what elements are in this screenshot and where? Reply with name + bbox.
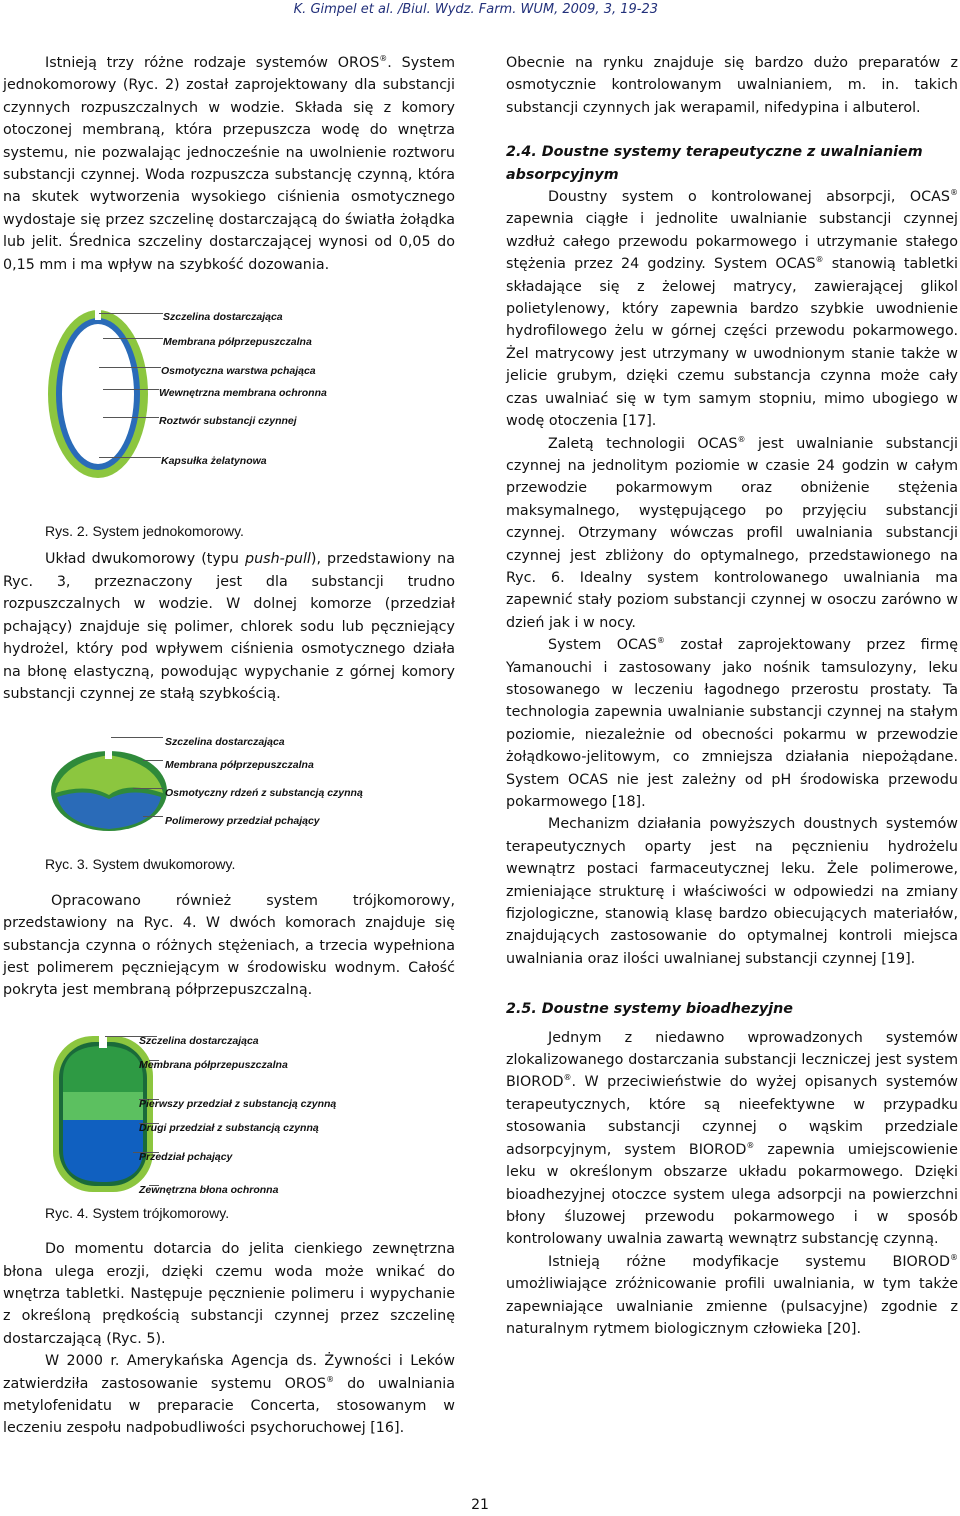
figure-3-caption: Ryc. 3. System dwukomorowy. bbox=[45, 856, 236, 873]
paragraph: System OCAS® został zaprojektowany przez firmę Yamanouchi i zastosowany jako nośnik tamsulozyny, leku stosowanego w leczeniu łagodnego przerostu prostaty. Ta technologia zapewnia uwalnianie substancji czynnej na stałym poziomie, niezależnie od obecności pokarmu w przewodzie żołądkowo-jelitowym, co zmniejsza działania niepożądane. System OCAS nie jest zależny od pH środowiska przewodu pokarmowego [18]. bbox=[506, 636, 958, 810]
two-chamber-diagram bbox=[47, 741, 177, 841]
fig3-label: Szczelina dostarczająca bbox=[165, 736, 285, 749]
paragraph: Istnieją różne modyfikacje systemu BIOROD® umożliwiające zróżnicowanie profili uwalniania, w tym także zapewniające uwalnianie zmienne (pulsacyjne) zgodnie z naturalnym rytmem biologicznym człowieka [20]. bbox=[506, 1252, 958, 1337]
single-chamber-diagram bbox=[43, 302, 173, 492]
fig2-label: Membrana półprzepuszczalna bbox=[163, 336, 312, 349]
fig2-label: Wewnętrzna membrana ochronna bbox=[159, 387, 327, 400]
fig4-label: Zewnętrzna błona ochronna bbox=[139, 1183, 279, 1196]
paragraph: Opracowano również system trójkomorowy, przedstawiony na Ryc. 4. W dwóch komorach znajduje się substancja czynna o różnych stężeniach, a trzecia wypełniona jest polimerem pęczniejącym w środowisku wodnym. Całość pokryta jest membraną półprzepuszczalną. bbox=[3, 892, 455, 999]
paragraph: W 2000 r. Amerykańska Agencja ds. Żywności i Leków zatwierdziła zastosowanie systemu OROS® do uwalniania metylofenidatu w preparacie Concerta, stosowanym w leczeniu zespołu nadpobudliwości psychoruchowej [16]. bbox=[3, 1353, 455, 1437]
fig4-label: Membrana półprzepuszczalna bbox=[139, 1058, 288, 1071]
fig3-label: Membrana półprzepuszczalna bbox=[165, 759, 314, 772]
fig2-label: Kapsułka żelatynowa bbox=[161, 455, 267, 468]
figure-3 bbox=[3, 717, 455, 851]
fig4-label: Drugi przedział z substancją czynną bbox=[139, 1121, 319, 1134]
paragraph: Zaletą technologii OCAS® jest uwalnianie substancji czynnej na jednolitym poziomie w czasie 24 godzin w całym przewodzie pokarmowym oraz obniżenie stężenia maksymalnego, występującego po przyjęciu substancji czynnej. Otrzymany wówczas profil uwalniania substancji czynnej jest zbliżony do optymalnego, przedstawionego na Ryc. 6. Idealny system kontrolowanego uwalniania ma zapewnić stały poziom substancji czynnej w osoczu zarówno w dzień jak i w nocy. bbox=[506, 434, 958, 631]
figure-2-caption: Rys. 2. System jednokomorowy. bbox=[45, 523, 244, 540]
fig4-label: Pierwszy przedział z substancją czynną bbox=[139, 1097, 337, 1110]
fig3-label: Osmotyczny rdzeń z substancją czynną bbox=[165, 787, 363, 800]
section-heading-2-5: 2.5. Doustne systemy bioadhezyjne bbox=[506, 1001, 793, 1018]
fig2-label: Osmotyczna warstwa pchająca bbox=[161, 365, 316, 378]
paragraph: Do momentu dotarcia do jelita cienkiego zewnętrzna błona ulega erozji, dzięki czemu woda może wnikać do wnętrza tabletki. Następuje pęcznienie polimeru i wypychanie z określoną prędkością substancji czynnej przez szczelinę dostarczającą (Ryc. 5). bbox=[3, 1241, 455, 1347]
fig4-label: Przedział pchający bbox=[139, 1150, 233, 1163]
fig4-label: Szczelina dostarczająca bbox=[139, 1034, 259, 1047]
paragraph: Mechanizm działania powyższych doustnych systemów terapeutycznych oparty jest na pęcznieniu hydrożelu wewnątrz postaci farmaceutycznej leku. Żele polimerowe, zmieniające strukturę i właściwości w odpowiedzi na zmiany fizjologiczne, stanowią klasę bardzo obiecujących materiałów, znajdujących zastosowanie do optymalnej kontroli miejsca uwalniania oraz ilości uwalnianej substancji czynnej [19]. bbox=[506, 816, 958, 967]
right-column bbox=[506, 52, 958, 1340]
running-header: K. Gimpel et al. /Biul. Wydz. Farm. WUM, 2009, 3, 19-23 bbox=[293, 2, 658, 17]
left-column bbox=[3, 52, 455, 1440]
paragraph: Istnieją trzy różne rodzaje systemów OROS®. System jednokomorowy (Ryc. 2) został zaprojektowany dla substancji czynnych rozpuszczalnych w wodzie. Składa się z komory otoczonej membraną, która przepuszcza wodę do wnętrza systemu, nie pozwalając jednocześnie na uwolnienie roztworu substancji czynnej. Woda rozpuszcza substancję czynną, która na skutek wytworzenia wysokiego ciśnienia osmotycznego wydostaje się przez szczelinę dostarczającą do światła żołądka lub jelit. Średnica szczeliny dostarczającej wynosi od 0,05 do 0,15 mm i ma wpływ na szybkość dozowania. bbox=[3, 54, 455, 273]
figure-4-caption: Ryc. 4. System trójkomorowy. bbox=[45, 1204, 230, 1221]
paragraph: Układ dwukomorowy (typu push-pull), przedstawiony na Ryc. 3, przeznaczony jest dla substancji trudno rozpuszczalnych w wodzie. W dolnej komorze (przedział pchający) znajduje się polimer, chlorek sodu lub pęczniejący hydrożel, który pod wpływem ciśnienia osmotycznego działa na błonę elastyczną, powodując wypychanie z górnej komory substancji czynnej ze stałą szybkością. bbox=[3, 551, 455, 702]
fig2-label: Roztwór substancji czynnej bbox=[159, 415, 297, 428]
paragraph: Doustny system o kontrolowanej absorpcji, OCAS® zapewnia ciągłe i jednolite uwalnianie substancji czynnej wzdłuż całego przewodu pokarmowego i utrzymanie stałego stężenia przez 24 godziny. System OCAS® stanowią tabletki składające się z żelowej matrycy, zawierającej glikol polietylenowy, który zapewnia bardzo szybkie uwodnienie hydrofilowego żelu w górnej części przewodu pokarmowego. Żel matrycowy jest utrzymany w uwodnionym stanie także w jelicie grubym, dzięki czemu substancja czynna może cały czas uwalniać się w tym samym stopniu, mimo ubogiego w wodę otoczenia [17]. bbox=[506, 188, 958, 430]
fig2-label: Szczelina dostarczająca bbox=[163, 311, 283, 324]
figure-4 bbox=[3, 1018, 455, 1200]
paragraph: Obecnie na rynku znajduje się bardzo dużo preparatów z osmotycznie kontrolowanym uwalnianiem, m. in. takich substancji czynnych jak werapamil, nifedypina i albuterol. bbox=[506, 55, 958, 116]
paragraph: Jednym z niedawno wprowadzonych systemów zlokalizowanego dostarczania substancji leczniczej jest system BIOROD®. W przeciwieństwie do wyżej opisanych systemów terapeutycznych, które są nieefektywne w przypadku stosowania substancji czynnej o wąskim przedziale adsorpcyjnym, system BIOROD® zapewnia umiejscowienie leku w określonym obszarze układu pokarmowego. Dzięki bioadhezyjnej otoczce system ulega adsorpcji na powierzchni błony śluzowej przewodu pokarmowego i w sposób kontrolowany uwalnia zawartą wewnątrz substancję czynną. bbox=[506, 1029, 958, 1248]
section-heading-2-4: 2.4. Doustne systemy terapeutyczne z uwalnianiem absorpcyjnym bbox=[506, 144, 923, 183]
figure-2 bbox=[3, 294, 455, 512]
fig3-label: Polimerowy przedział pchający bbox=[165, 815, 320, 828]
page-number: 21 bbox=[471, 1497, 489, 1513]
